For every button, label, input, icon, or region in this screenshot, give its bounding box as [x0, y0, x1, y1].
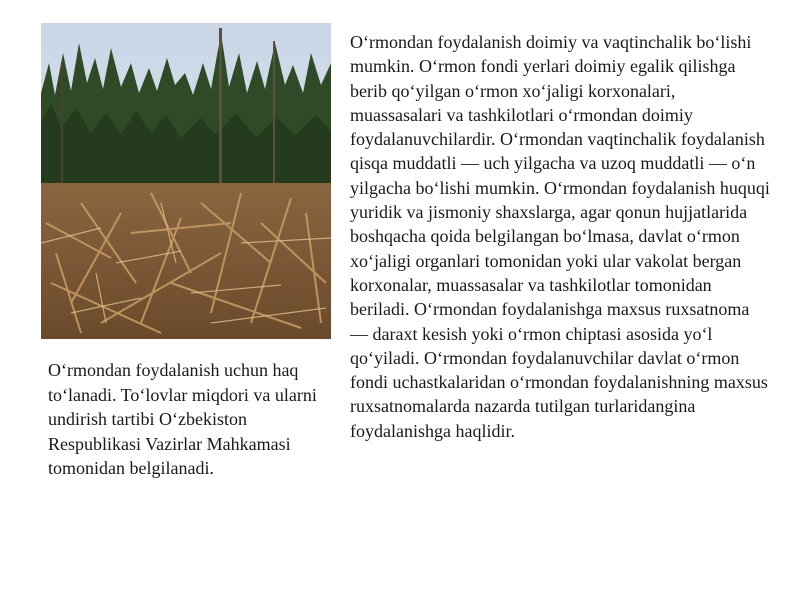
left-paragraph: O‘rmondan foydalanish uchun haq to‘lanadi. To‘lovlar miqdori va ularni undirish tartibi O‘zbekiston Respublikasi Vazirlar Mahkamasi tomonidan belgilanadi. — [48, 360, 317, 478]
right-paragraph: O‘rmondan foydalanish doimiy va vaqtinchalik bo‘lishi mumkin. O‘rmon fondi yerlari doimiy egalik qilishga berib qo‘yilgan o‘rmon xo‘jaligi korxonalari, muassasalari va tashkilotlari o‘rmondan doimiy foydalanuvchilardir. O‘rmondan vaqtinchalik foydalanish qisqa muddatli — uch yilgacha va uzoq muddatli — o‘n yilgacha bo‘lishi mumkin. O‘rmondan foydalanish huquqi yuridik va jismoniy shaxslarga, agar qonun hujjatlarida boshqacha qoida belgilangan bo‘lmasa, davlat o‘rmon xo‘jaligi organlari tomonidan yoki ular vakolat bergan korxonalar, muassasalar va tashkilotlar tomonidan beriladi. O‘rmondan foydalanishga maxsus ruxsatnoma — daraxt kesish yoki o‘rmon chiptasi asosida yo‘l qo‘yiladi. O‘rmondan foydalanuvchilar davlat o‘rmon fondi uchastkalaridan o‘rmondan foydalanishning maxsus ruxsatnomalarda nazarda tutilgan turlaridangina foydalanishga haqlidir. — [350, 32, 770, 441]
clear-cut-forest-photo — [41, 23, 331, 339]
